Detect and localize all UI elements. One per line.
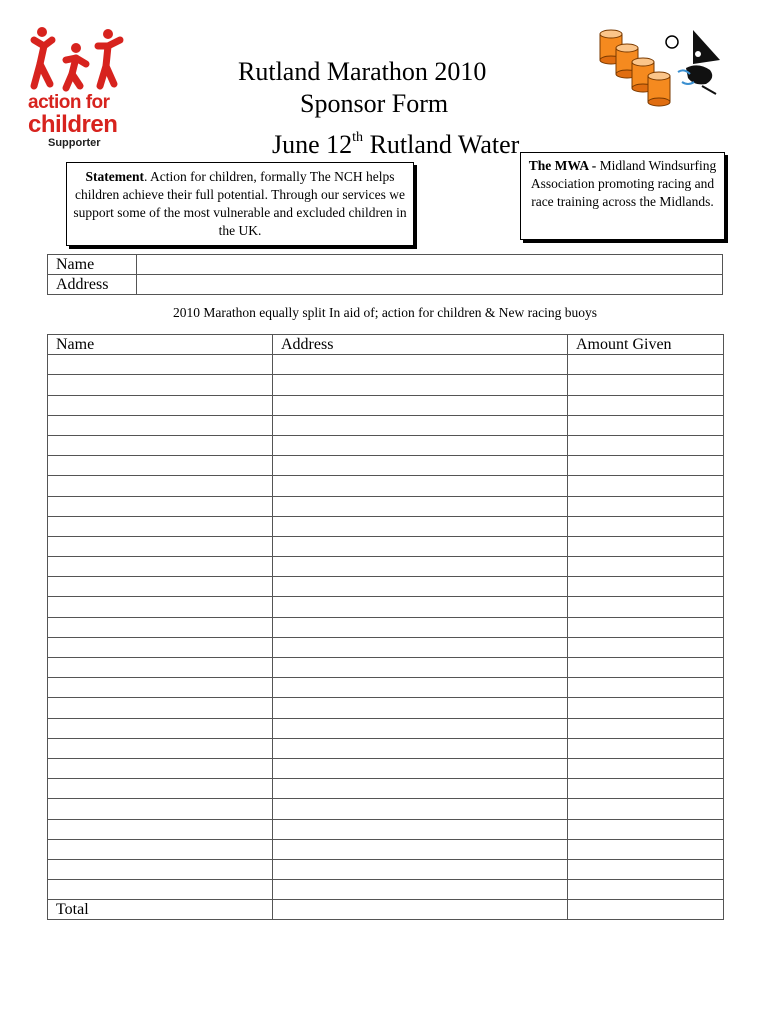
name-cell[interactable] — [48, 395, 273, 415]
amount-cell[interactable] — [568, 597, 724, 617]
details-name-field[interactable] — [137, 255, 723, 275]
table-row — [48, 577, 724, 597]
amount-cell[interactable] — [568, 476, 724, 496]
table-row — [48, 678, 724, 698]
table-row — [48, 536, 724, 556]
mwa-box — [520, 152, 725, 240]
table-row — [48, 516, 724, 536]
address-cell[interactable] — [273, 577, 568, 597]
name-cell[interactable] — [48, 496, 273, 516]
total-label: Total — [48, 900, 273, 920]
sponsor-table-header — [48, 335, 724, 355]
address-cell[interactable] — [273, 415, 568, 435]
table-row — [48, 435, 724, 455]
amount-cell[interactable] — [568, 819, 724, 839]
address-cell[interactable] — [273, 799, 568, 819]
amount-cell[interactable] — [568, 779, 724, 799]
amount-cell[interactable] — [568, 658, 724, 678]
amount-cell[interactable] — [568, 456, 724, 476]
details-name-label: Name — [48, 255, 137, 275]
name-cell[interactable] — [48, 678, 273, 698]
address-cell[interactable] — [273, 698, 568, 718]
name-cell[interactable] — [48, 799, 273, 819]
children-figures-icon — [22, 24, 130, 94]
amount-cell[interactable] — [568, 577, 724, 597]
table-row — [48, 819, 724, 839]
total-row — [48, 900, 724, 920]
sponsor-details-table — [47, 254, 723, 295]
name-cell[interactable] — [48, 577, 273, 597]
amount-cell[interactable] — [568, 718, 724, 738]
amount-cell[interactable] — [568, 617, 724, 637]
details-address-row — [48, 275, 723, 295]
name-cell[interactable] — [48, 758, 273, 778]
address-cell[interactable] — [273, 516, 568, 536]
name-cell[interactable] — [48, 476, 273, 496]
address-cell[interactable] — [273, 617, 568, 637]
name-cell[interactable] — [48, 557, 273, 577]
address-cell[interactable] — [273, 435, 568, 455]
table-row — [48, 476, 724, 496]
header-name: Name — [48, 335, 273, 355]
action-for-children-logo — [22, 24, 130, 154]
title-line2: Sponsor Form — [300, 89, 449, 118]
amount-cell[interactable] — [568, 637, 724, 657]
name-cell[interactable] — [48, 415, 273, 435]
statement-box — [66, 162, 414, 246]
amount-cell[interactable] — [568, 496, 724, 516]
table-row — [48, 456, 724, 476]
name-cell[interactable] — [48, 597, 273, 617]
header-amount: Amount Given — [568, 335, 724, 355]
amount-cell[interactable] — [568, 395, 724, 415]
address-cell[interactable] — [273, 839, 568, 859]
table-row — [48, 880, 724, 900]
aid-statement: 2010 Marathon equally split In aid of; action for children & New racing buoys — [172, 305, 598, 320]
address-cell[interactable] — [273, 779, 568, 799]
address-cell[interactable] — [273, 880, 568, 900]
address-cell[interactable] — [273, 658, 568, 678]
mwa-text: The MWA - Midland Windsurfing Association promoting racing and race training across the Midlands. — [528, 158, 717, 209]
total-address-cell — [273, 900, 568, 920]
address-cell[interactable] — [273, 375, 568, 395]
name-cell[interactable] — [48, 355, 273, 375]
table-row — [48, 718, 724, 738]
address-cell[interactable] — [273, 557, 568, 577]
name-cell[interactable] — [48, 435, 273, 455]
table-row — [48, 375, 724, 395]
table-row — [48, 496, 724, 516]
amount-cell[interactable] — [568, 415, 724, 435]
address-cell[interactable] — [273, 718, 568, 738]
amount-cell[interactable] — [568, 738, 724, 758]
amount-cell[interactable] — [568, 698, 724, 718]
sponsor-table — [47, 334, 724, 920]
table-row — [48, 738, 724, 758]
address-cell[interactable] — [273, 678, 568, 698]
address-cell[interactable] — [273, 536, 568, 556]
name-cell[interactable] — [48, 859, 273, 879]
address-cell[interactable] — [273, 597, 568, 617]
address-cell[interactable] — [273, 395, 568, 415]
name-cell[interactable] — [48, 698, 273, 718]
amount-cell[interactable] — [568, 375, 724, 395]
name-cell[interactable] — [48, 536, 273, 556]
amount-cell[interactable] — [568, 799, 724, 819]
amount-cell[interactable] — [568, 557, 724, 577]
address-cell[interactable] — [273, 476, 568, 496]
buoys-windsurfer-icon — [598, 24, 728, 116]
name-cell[interactable] — [48, 880, 273, 900]
table-row — [48, 637, 724, 657]
address-cell[interactable] — [273, 496, 568, 516]
amount-cell[interactable] — [568, 355, 724, 375]
table-row — [48, 415, 724, 435]
name-cell[interactable] — [48, 779, 273, 799]
amount-cell[interactable] — [568, 859, 724, 879]
name-cell[interactable] — [48, 637, 273, 657]
table-row — [48, 557, 724, 577]
amount-cell[interactable] — [568, 758, 724, 778]
details-address-label: Address — [48, 275, 137, 295]
logo-text-supporter: Supporter — [48, 137, 101, 149]
amount-cell[interactable] — [568, 516, 724, 536]
amount-cell[interactable] — [568, 536, 724, 556]
name-cell[interactable] — [48, 658, 273, 678]
address-cell[interactable] — [273, 859, 568, 879]
address-cell[interactable] — [273, 456, 568, 476]
name-cell[interactable] — [48, 617, 273, 637]
total-amount-cell[interactable] — [568, 900, 724, 920]
statement-text: Statement. Action for children, formally The NCH helps children achieve their full potential. Through our services we support some of the most vulnerable and excluded children in the UK. — [73, 169, 407, 238]
details-name-row — [48, 255, 723, 275]
amount-cell[interactable] — [568, 839, 724, 859]
table-row — [48, 799, 724, 819]
address-cell[interactable] — [273, 758, 568, 778]
name-cell[interactable] — [48, 839, 273, 859]
address-cell[interactable] — [273, 819, 568, 839]
title-line1: Rutland Marathon 2010 — [238, 57, 487, 86]
table-row — [48, 617, 724, 637]
table-row — [48, 658, 724, 678]
table-row — [48, 859, 724, 879]
table-row — [48, 355, 724, 375]
address-cell[interactable] — [273, 355, 568, 375]
table-row — [48, 779, 724, 799]
table-row — [48, 395, 724, 415]
amount-cell[interactable] — [568, 435, 724, 455]
name-cell[interactable] — [48, 375, 273, 395]
table-row — [48, 597, 724, 617]
table-row — [48, 758, 724, 778]
details-address-field[interactable] — [137, 275, 723, 295]
logo-text-line1: action for — [28, 92, 110, 113]
table-row — [48, 698, 724, 718]
address-cell[interactable] — [273, 637, 568, 657]
amount-cell[interactable] — [568, 880, 724, 900]
address-cell[interactable] — [273, 738, 568, 758]
name-cell[interactable] — [48, 718, 273, 738]
name-cell[interactable] — [48, 819, 273, 839]
name-cell[interactable] — [48, 456, 273, 476]
header-address: Address — [273, 335, 568, 355]
logo-text-line2: children — [28, 111, 118, 138]
table-row — [48, 839, 724, 859]
title-line3: June 12th Rutland Water — [272, 130, 520, 159]
name-cell[interactable] — [48, 516, 273, 536]
name-cell[interactable] — [48, 738, 273, 758]
amount-cell[interactable] — [568, 678, 724, 698]
